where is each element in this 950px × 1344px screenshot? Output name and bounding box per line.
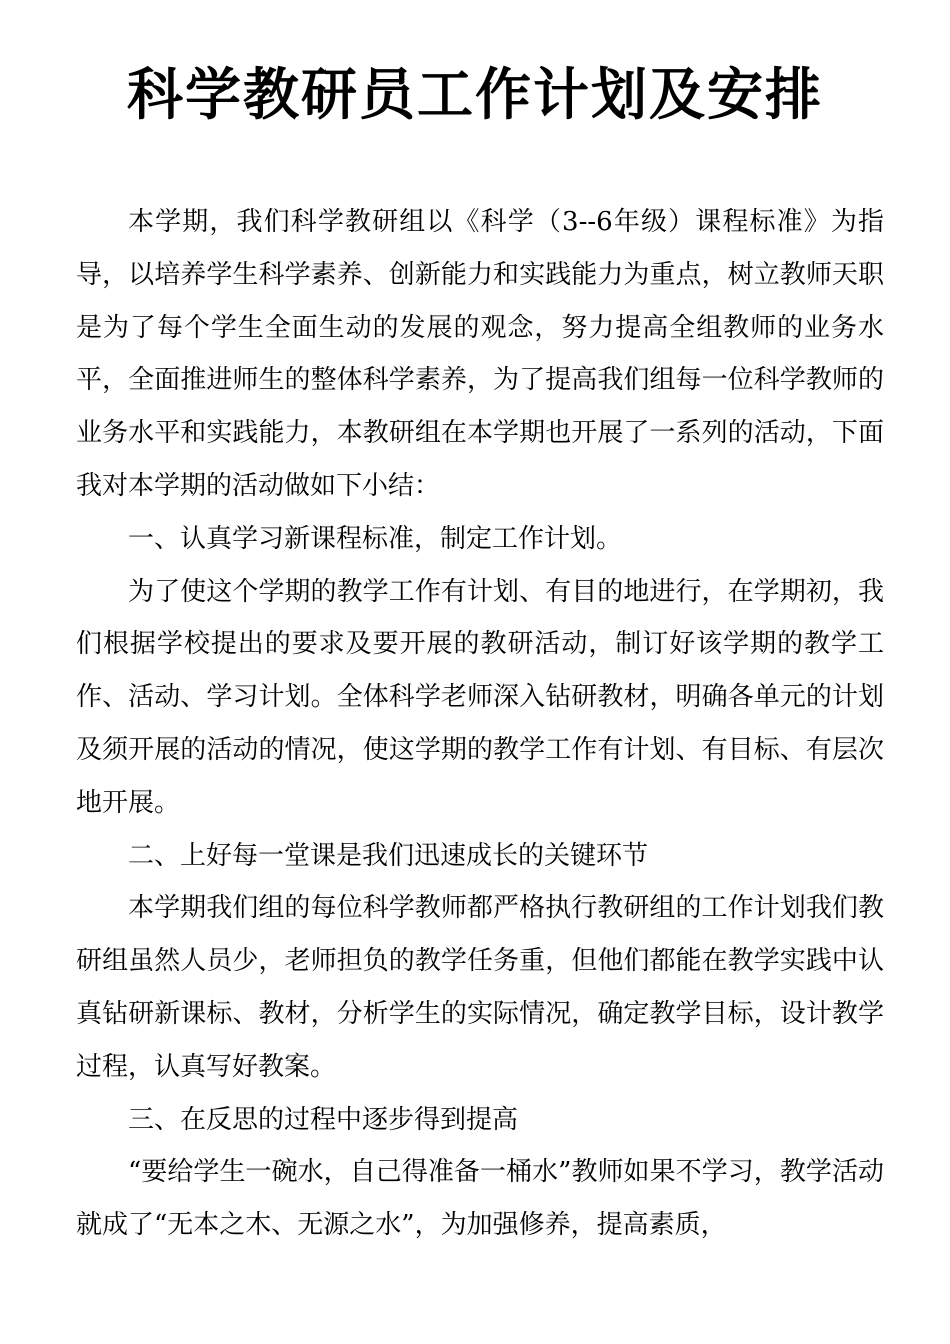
paragraph-section-2: 本学期我们组的每位科学教师都严格执行教研组的工作计划我们教研组虽然人员少，老师担负的教学任务重，但他们都能在教学实践中认真钻研新课标、教材，分析学生的实际情况，确定教学目标，设计教学过程，认真写好教案。 (76, 893, 884, 1082)
section-heading-2: 二、上好每一堂课是我们迅速成长的关键环节 (128, 840, 649, 871)
paragraph-intro: 本学期，我们科学教研组以《科学（3--6年级）课程标准》为指导，以培养学生科学素养、创新能力和实践能力为重点，树立教师天职是为了每个学生全面生动的发展的观念，努力提高全组教师的业务水平，全面推进师生的整体科学素养，为了提高我们组每一位科学教师的业务水平和实践能力，本教研组在本学期也开展了一系列的活动，下面我对本学期的活动做如下小结： (76, 207, 884, 501)
paragraph-section-1: 为了使这个学期的教学工作有计划、有目的地进行，在学期初，我们根据学校提出的要求及要开展的教研活动，制订好该学期的教学工作、活动、学习计划。全体科学老师深入钻研教材，明确各单元的计划及须开展的活动的情况，使这学期的教学工作有计划、有目标、有层次地开展。 (76, 576, 884, 818)
paragraph-section-3: “要给学生一碗水，自己得准备一桶水”教师如果不学习，教学活动就成了“无本之木、无源之水”，为加强修养，提高素质， (76, 1157, 884, 1241)
section-heading-3: 三、在反思的过程中逐步得到提高 (128, 1104, 519, 1135)
section-heading-1: 一、认真学习新课程标准，制定工作计划。 (128, 523, 623, 554)
document-body (76, 196, 884, 1252)
document-title: 科学教研员工作计划及安排 (127, 63, 823, 128)
